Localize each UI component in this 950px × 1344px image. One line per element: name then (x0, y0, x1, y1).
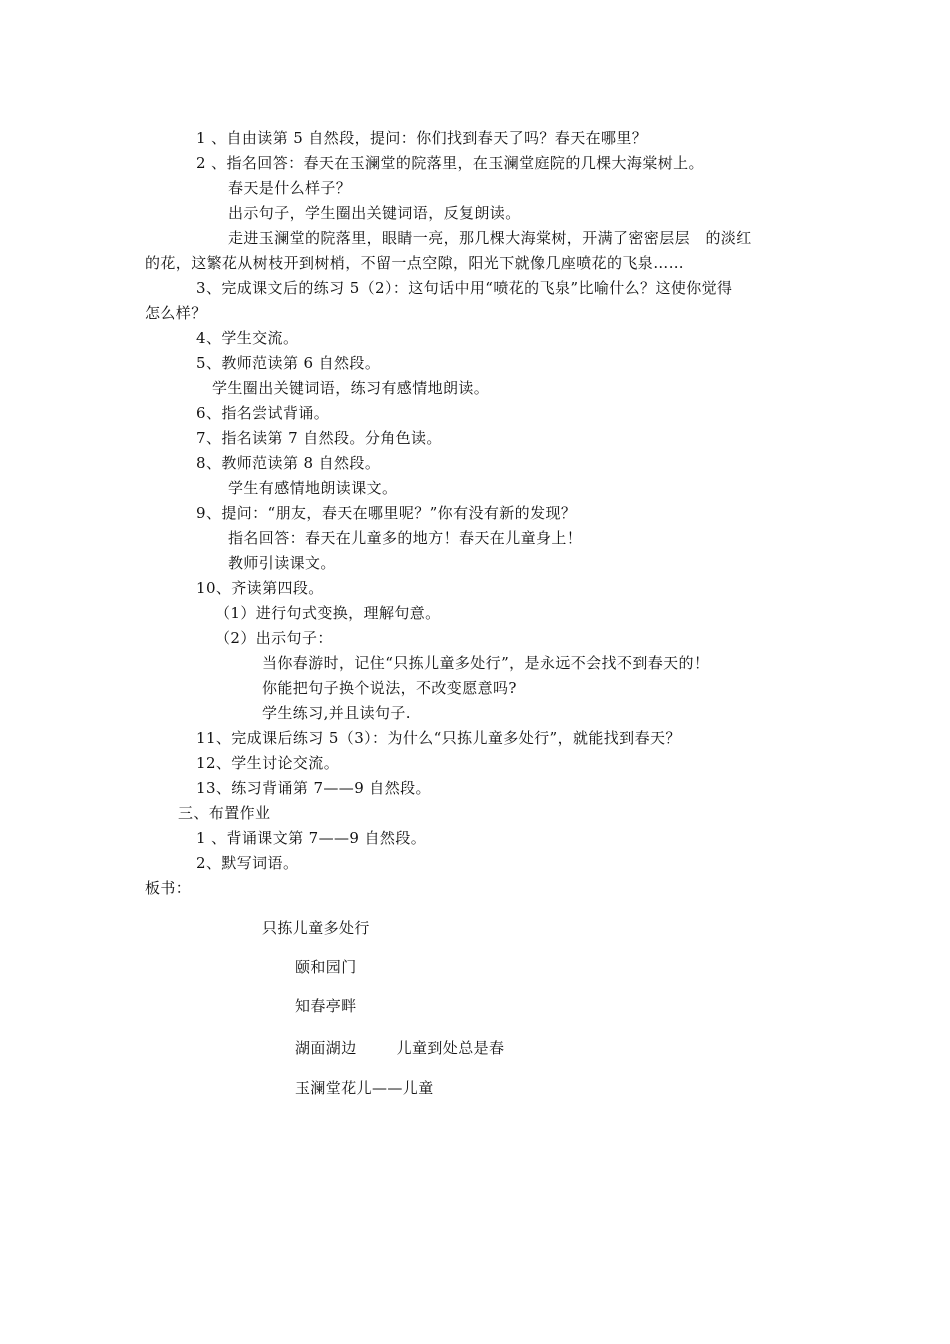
board-row-3-left: 湖面湖边 (295, 1039, 357, 1057)
step-10-sub-2: （2）出示句子： (215, 629, 333, 647)
step-5: 5、教师范读第 6 自然段。 (196, 354, 381, 372)
board-heading: 板书： (145, 879, 192, 897)
step-13: 13、练习背诵第 7——9 自然段。 (196, 779, 431, 797)
step-5-detail: 学生圈出关键词语，练习有感情地朗读。 (212, 379, 490, 397)
board-row-1: 颐和园门 (295, 958, 357, 976)
step-2-instruction: 出示句子，学生圈出关键词语，反复朗读。 (228, 204, 521, 222)
step-7: 7、指名读第 7 自然段。分角色读。 (196, 429, 442, 447)
step-2: 2 、指名回答：春天在玉澜堂的院落里，在玉澜堂庭院的几棵大海棠树上。 (196, 154, 704, 172)
step-4: 4、学生交流。 (196, 329, 299, 347)
step-10: 10、齐读第四段。 (196, 579, 324, 597)
homework-2: 2、默写词语。 (196, 854, 299, 872)
board-row-3-right: 儿童到处总是春 (396, 1039, 505, 1057)
step-1: 1 、自由读第 5 自然段，提问：你们找到春天了吗？春天在哪里？ (196, 129, 648, 147)
step-10-sub-1: （1）进行句式变换，理解句意。 (215, 604, 441, 622)
board-row-4: 玉澜堂花儿——儿童 (295, 1079, 434, 1097)
step-9-answer: 指名回答：春天在儿童多的地方！春天在儿童身上！ (228, 529, 583, 547)
step-2-question: 春天是什么样子？ (228, 179, 352, 197)
board-title: 只拣儿童多处行 (262, 919, 370, 937)
step-9: 9、提问：“朋友，春天在哪里呢？”你有没有新的发现？ (196, 504, 577, 522)
step-11: 11、完成课后练习 5（3）：为什么“只拣儿童多处行”，就能找到春天？ (196, 729, 681, 747)
quoted-passage-line-1: 走进玉澜堂的院落里，眼睛一亮，那几棵大海棠树，开满了密密层层 的淡红 (228, 229, 752, 247)
example-sentence: 当你春游时，记住“只拣儿童多处行”，是永远不会找不到春天的！ (262, 654, 710, 672)
step-3: 3、完成课文后的练习 5（2）：这句话中用“喷花的飞泉”比喻什么？这使你觉得 (196, 279, 733, 297)
step-12: 12、学生讨论交流。 (196, 754, 340, 772)
step-8: 8、教师范读第 8 自然段。 (196, 454, 381, 472)
step-8-detail: 学生有感情地朗读课文。 (228, 479, 398, 497)
rewrite-question: 你能把句子换个说法，不改变愿意吗? (262, 679, 517, 697)
section-homework-heading: 三、布置作业 (178, 804, 271, 822)
quoted-passage-line-2: 的花，这繁花从树枝开到树梢，不留一点空隙，阳光下就像几座喷花的飞泉…… (145, 254, 685, 272)
board-row-3 (295, 1038, 504, 1058)
homework-1: 1 、背诵课文第 7——9 自然段。 (196, 829, 427, 847)
step-9-detail: 教师引读课文。 (228, 554, 336, 572)
step-6: 6、指名尝试背诵。 (196, 404, 330, 422)
student-practice: 学生练习,并且读句子. (262, 704, 411, 722)
board-row-2: 知春亭畔 (295, 997, 357, 1015)
step-3-continued: 怎么样？ (145, 304, 207, 322)
